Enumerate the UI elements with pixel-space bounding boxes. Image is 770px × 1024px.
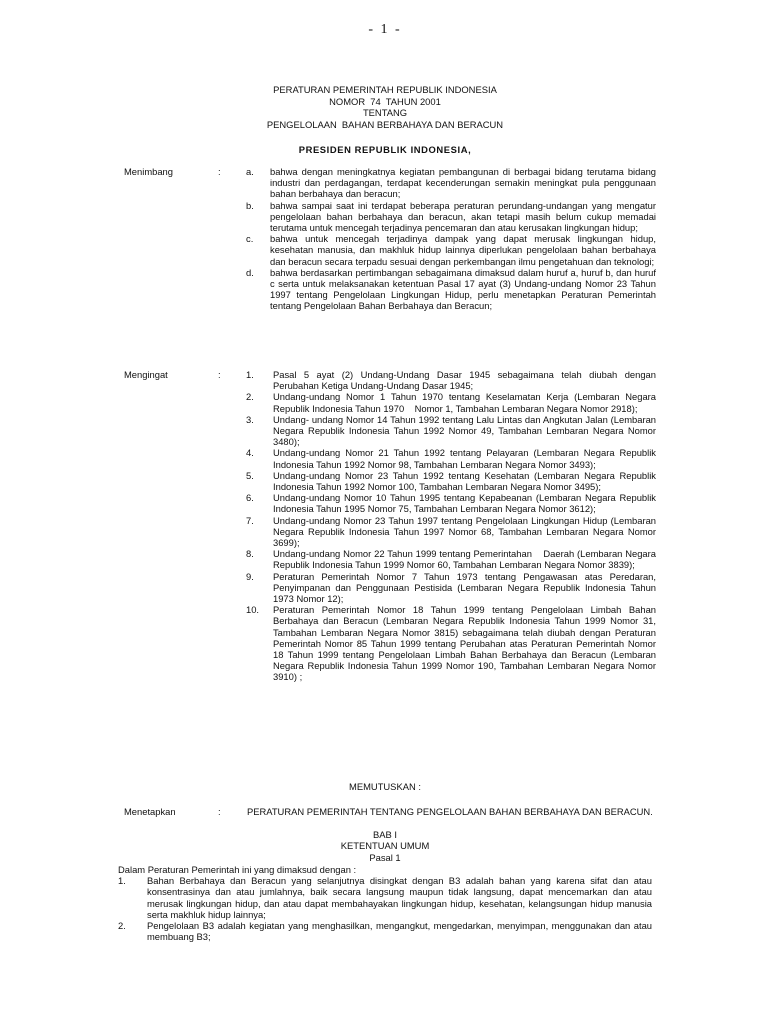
menetapkan-colon: :: [218, 806, 221, 817]
item-marker: c.: [246, 233, 254, 245]
item-text: bahwa dengan meningkatnya kegiatan pembangunan di berbagai bidang terutama bidang industri dan perdagangan, terdapat kecenderungan semakin meningkat pula penggunaan bahan berbahaya dan beracun;: [270, 166, 656, 200]
item-number: 7.: [246, 514, 254, 526]
menimbang-colon: :: [218, 166, 221, 177]
item-text: bahwa untuk mencegah terjadinya dampak yang dapat merusak lingkungan hidup, kesehatan manusia, dan makhluk hidup lainnya diperlukan pengelolaan bahan berbahaya dan beracun secara terpadu sesuai dengan perkembangan ilmu pengetahuan dan teknologi;: [270, 233, 656, 267]
mengingat-item: [246, 604, 656, 682]
item-number: 1.: [246, 369, 254, 380]
item-text: Pasal 5 ayat (2) Undang-Undang Dasar 1945 sebagaimana telah diubah dengan Perubahan Ketiga Undang-Undang Dasar 1945;: [273, 369, 656, 392]
mengingat-item: [246, 571, 656, 605]
mengingat-list: [246, 369, 659, 683]
item-number: 9.: [246, 570, 254, 582]
article-1-body: [118, 864, 652, 942]
mengingat-item: [246, 414, 656, 448]
title-line-3: TENTANG: [362, 107, 408, 118]
item-text: Undang-undang Nomor 22 Tahun 1999 tentang Pemerintahan Daerah (Lembaran Negara Republik Indonesia Tahun 1999 Nomor 60, Tambahan Lembaran Negara Nomor 3839);: [273, 548, 659, 571]
item-text: bahwa berdasarkan pertimbangan sebagaimana dimaksud dalam huruf a, huruf b, dan huruf c serta untuk melaksanakan ketentuan Pasal 17 ayat (3) Undang-undang Nomor 23 Tahun 1997 tentang Pengelolaan Lingkungan Hidup, perlu menetapkan Peraturan Pemerintah tentang Pengelolaan Bahan Berbahaya dan Beracun;: [270, 266, 656, 312]
definition-number: 2.: [118, 920, 126, 932]
item-text: Peraturan Pemerintah Nomor 18 Tahun 1999 tentang Pengelolaan Limbah Bahan Berbahaya dan Beracun (Lembaran Negara Republik Indonesia Tahun 1999 Nomor 31, Tambahan Lembaran Negara Nomor 3815) sebagaimana telah diubah dengan Peraturan Pemerintah Nomor 85 Tahun 1999 tentang Perubahan atas Peraturan Pemerintah Nomor 18 Tahun 1999 tentang Pengelolaan Limbah Bahan Berbahaya dan Beracun (Lembaran Negara Republik Indonesia Tahun 1999 Nomor 190, Tambahan Lembaran Negara Nomor 3910) ;: [273, 604, 656, 683]
item-number: 5.: [246, 469, 254, 481]
item-text: bahwa sampai saat ini terdapat beberapa peraturan perundang-undangan yang mengatur pengelolaan bahan berbahaya dan beracun, akan tetapi masih belum cukup memadai terutama untuk mencegah terjadinya pencemaran dan atau kerusakan lingkungan hidup;: [270, 199, 656, 234]
regulation-title: [0, 84, 770, 130]
mengingat-item: [246, 447, 656, 469]
mengingat-colon: :: [218, 369, 221, 380]
item-text: Undang-undang Nomor 23 Tahun 1997 tentang Pengelolaan Lingkungan Hidup (Lembaran Negara Republik Indonesia Tahun 1997 Nomor 68, Tambahan Lembaran Negara Nomor 3699);: [273, 514, 656, 549]
menimbang-list: [246, 166, 656, 312]
definition-number: 1.: [118, 875, 126, 887]
title-line-4: PENGELOLAAN BAHAN BERBAHAYA DAN BERACUN: [266, 118, 504, 130]
president-heading: PRESIDEN REPUBLIK INDONESIA,: [298, 144, 472, 155]
mengingat-item: [246, 492, 656, 514]
item-number: 6.: [246, 492, 254, 504]
item-text: Undang-undang Nomor 10 Tahun 1995 tentang Kepabeanan (Lembaran Negara Republik Indonesia Tahun 1995 Nomor 75, Tambahan Lembaran Negara Nomor 3612);: [273, 492, 656, 515]
menimbang-item: [246, 233, 656, 267]
item-marker: d.: [246, 266, 254, 278]
title-line-2: NOMOR 74 TAHUN 2001: [329, 95, 441, 107]
item-number: 4.: [246, 447, 254, 459]
item-number: 3.: [246, 413, 254, 425]
mengingat-item: [246, 369, 656, 391]
chapter-subtitle: KETENTUAN UMUM: [340, 840, 430, 852]
article-title: Pasal 1: [369, 851, 401, 863]
title-line-1: PERATURAN PEMERINTAH REPUBLIK INDONESIA: [273, 84, 497, 95]
menimbang-item: [246, 267, 656, 312]
definition-item: [118, 875, 652, 920]
definition-text: Bahan Berbahaya dan Beracun yang selanjutnya disingkat dengan B3 adalah bahan yang karena sifat dan atau konsentrasinya dan atau jumlahnya, baik secara langsung maupun tidak langsung, dapat mencemarkan dan atau merusak lingkungan hidup, dan atau dapat membahayakan lingkungan hidup, kesehatan, kelangsungan hidup manusia serta makhluk hidup lainnya;: [147, 875, 652, 920]
item-number: 2.: [246, 391, 254, 403]
item-text: Undang- undang Nomor 14 Tahun 1992 tentang Lalu Lintas dan Angkutan Jalan (Lembaran Negara Republik Indonesia Tahun 1992 Nomor 49, Tambahan Lembaran Negara Nomor 3480);: [273, 413, 656, 448]
item-text: Undang-undang Nomor 1 Tahun 1970 tentang Keselamatan Kerja (Lembaran Negara Republik Indonesia Tahun 1970 Nomor 1, Tambahan Lembaran Negara Nomor 2918);: [273, 391, 659, 414]
definition-item: [118, 920, 652, 942]
item-number: 10.: [246, 604, 260, 616]
item-number: 8.: [246, 548, 254, 560]
item-marker: b.: [246, 199, 254, 211]
item-marker: a.: [246, 166, 254, 177]
mengingat-item: [246, 391, 659, 414]
item-text: Undang-undang Nomor 21 Tahun 1992 tentang Pelayaran (Lembaran Negara Republik Indonesia Tahun 1992 Nomor 98, Tambahan Lembaran Negara Nomor 3493);: [273, 447, 656, 470]
mengingat-item: [246, 470, 656, 492]
chapter-title: BAB I: [373, 829, 397, 840]
mengingat-label: Mengingat: [124, 369, 168, 380]
menetapkan-label: Menetapkan: [124, 806, 176, 817]
chapter-heading: [0, 829, 770, 863]
item-text: Peraturan Pemerintah Nomor 7 Tahun 1973 tentang Pengawasan atas Peredaran, Penyimpanan dan Penggunaan Pestisida (Lembaran Negara Republik Indonesia Tahun 1973 Nomor 12);: [273, 570, 656, 605]
menimbang-label: Menimbang: [124, 166, 173, 177]
mengingat-item: [246, 515, 656, 549]
page-number: - 1 -: [368, 22, 402, 37]
menetapkan-text: PERATURAN PEMERINTAH TENTANG PENGELOLAAN BAHAN BERBAHAYA DAN BERACUN.: [247, 806, 653, 817]
item-text: Undang-undang Nomor 23 Tahun 1992 tentang Kesehatan (Lembaran Negara Republik Indonesia Tahun 1992 Nomor 100, Tambahan Lembaran Negara Nomor 3495);: [273, 469, 656, 493]
menimbang-item: [246, 200, 656, 234]
definition-text: Pengelolaan B3 adalah kegiatan yang menghasilkan, mengangkut, mengedarkan, menyimpan, menggunakan dan atau membuang B3;: [147, 920, 652, 943]
memutuskan-heading: MEMUTUSKAN :: [349, 781, 421, 792]
menimbang-item: [246, 166, 656, 200]
mengingat-item: [246, 548, 659, 571]
article-intro: Dalam Peraturan Pemerintah ini yang dimaksud dengan :: [118, 864, 357, 875]
